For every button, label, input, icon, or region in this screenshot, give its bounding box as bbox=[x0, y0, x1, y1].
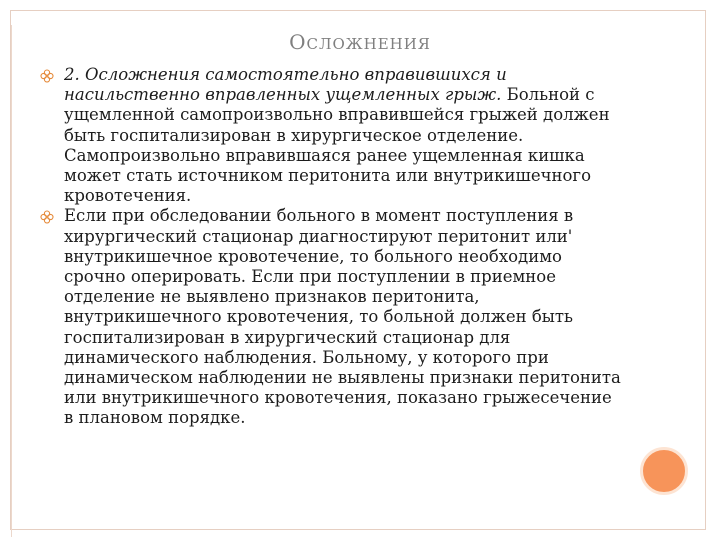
orange-circle-icon bbox=[640, 447, 688, 495]
title-rest: СЛОЖНЕНИЯ bbox=[306, 35, 431, 53]
bullet-list bbox=[36, 65, 624, 429]
bullet-lead-text: 2. Осложнения самостоятельно вправившихся и насильственно вправленных ущемленных грыж. bbox=[64, 65, 507, 105]
frame-inner-line bbox=[11, 25, 12, 537]
bullet-body-text: Больной с ущемленной самопроизвольно вправившейся грыжей должен быть госпитализирован в хирургическое отделение. Самопроизвольно вправившаяся ранее ущемленная кишка может стать источником перитонита или внутрикишечного кровотечения. bbox=[64, 85, 610, 206]
title-initial: О bbox=[289, 30, 307, 54]
bullet-item-complications bbox=[36, 65, 624, 206]
bullet-item-examination bbox=[36, 206, 624, 428]
flower-bullet-icon bbox=[40, 209, 54, 223]
slide-title bbox=[0, 30, 720, 54]
flower-bullet-icon bbox=[40, 68, 54, 82]
bullet-body-text: Если при обследовании больного в момент поступления в хирургический стационар диагностируют перитонит или' внутрикишечное кровотечение, то больного необходимо срочно оперировать. Если при поступлении в приемное отделение не выявлено признаков перитонита, внутрикишечного кровотечения, то больной должен быть госпитализирован в хирургический стационар для динамического наблюдения. Больному, у которого при динамическом наблюдении не выявлены признаки перитонита или внутрикишечного кровотечения, показано грыжесечение в плановом порядке. bbox=[64, 206, 621, 428]
